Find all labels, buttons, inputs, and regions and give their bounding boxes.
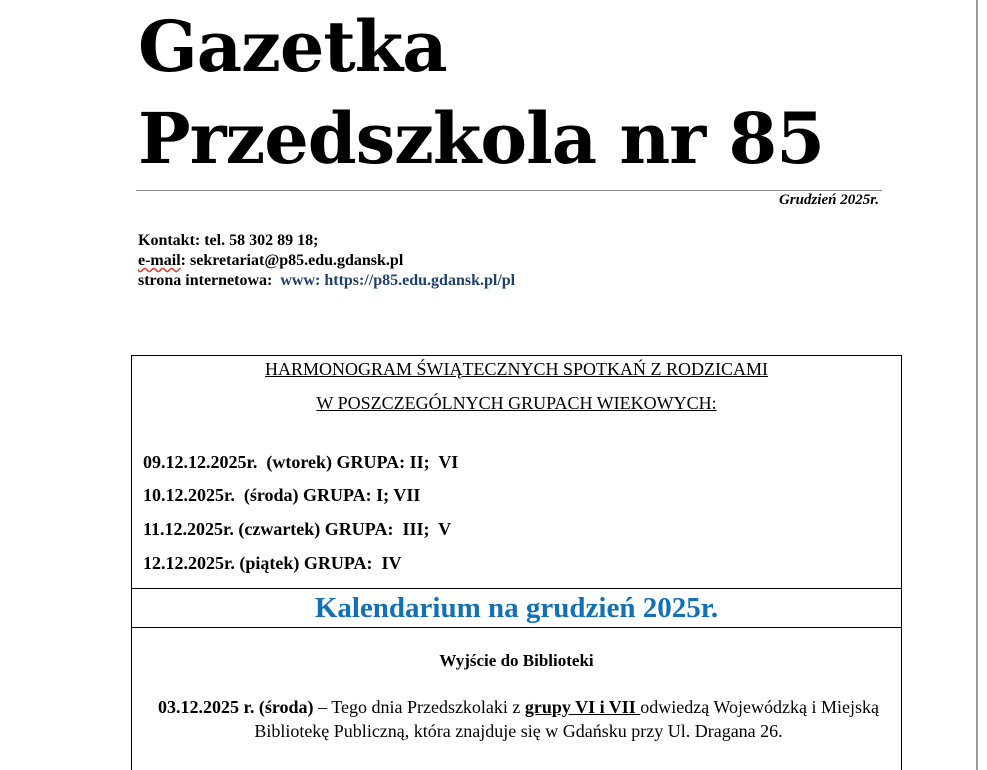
event-description (144, 695, 893, 743)
page-edge-rule (976, 0, 978, 770)
newsletter-title-line2: Przedszkola nr 85 (138, 97, 824, 180)
event-groups: grupy VI i VII (524, 697, 641, 717)
website-link[interactable]: www: https://p85.edu.gdansk.pl/pl (280, 272, 516, 289)
email-label: e-mail (138, 252, 181, 269)
calendar-title-box (131, 588, 902, 628)
event-text-after: odwiedzą Wojewódzką i Miejską Bibliotekę Publiczną, która znajduje się w Gdańsku przy Ul. Dragana 26. (254, 697, 879, 741)
event-text-before: – Tego dnia Przedszkolaki z (313, 697, 525, 717)
meeting-item: 11.12.2025r. (czwartek) GRUPA: III; V (143, 519, 452, 539)
calendar-title: Kalendarium na grudzień 2025r. (314, 592, 719, 624)
contact-email (138, 251, 515, 271)
newsletter-title-line1: Gazetka (138, 5, 447, 88)
schedule-heading-line1: HARMONOGRAM ŚWIĄTECZNYCH SPOTKAŃ Z RODZICAMI (264, 359, 768, 379)
meeting-item: 12.12.2025r. (piątek) GRUPA: IV (143, 553, 402, 573)
contact-phone: Kontakt: tel. 58 302 89 18; (138, 232, 319, 249)
website-label: strona internetowa: (138, 272, 273, 289)
event-title: Wyjście do Biblioteki (439, 651, 594, 670)
schedule-box (131, 355, 902, 589)
header-divider (136, 190, 882, 191)
email-value: : sekretariat@p85.edu.gdansk.pl (180, 252, 404, 269)
contact-block (138, 231, 515, 291)
event-date: 03.12.2025 r. (środa) (158, 697, 314, 717)
meeting-item: 10.12.2025r. (środa) GRUPA: I; VII (143, 485, 421, 505)
issue-date: Grudzień 2025r. (778, 192, 879, 208)
schedule-heading-line2: W POSZCZEGÓLNYCH GRUPACH WIEKOWYCH: (316, 393, 717, 413)
event-box (131, 627, 902, 770)
meeting-item: 09.12.12.2025r. (wtorek) GRUPA: II; VI (143, 452, 459, 472)
contact-website (138, 271, 515, 291)
